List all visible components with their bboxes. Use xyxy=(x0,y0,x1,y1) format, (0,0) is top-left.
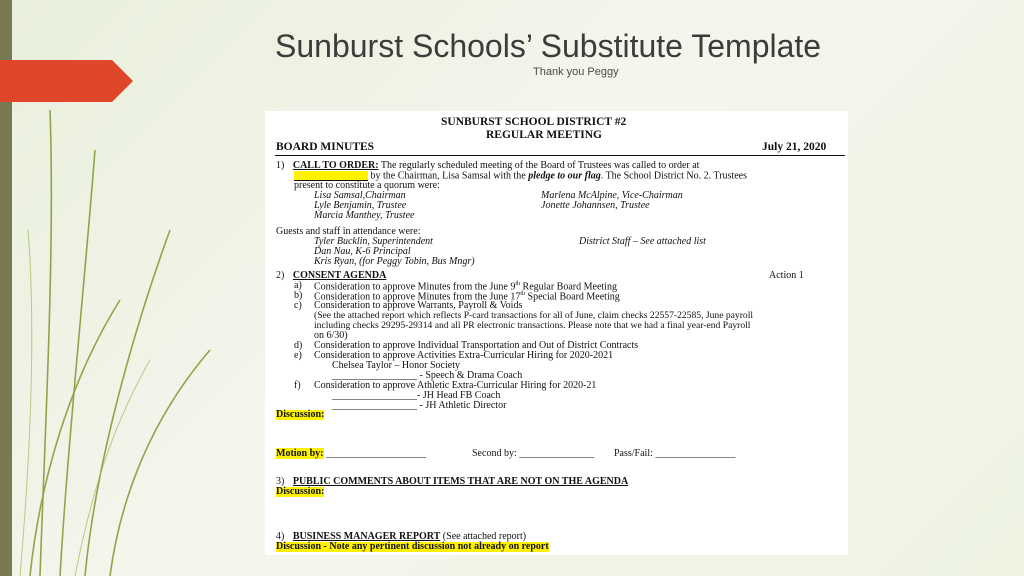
motion-line xyxy=(276,449,426,459)
public-comments-heading: PUBLIC COMMENTS ABOUT ITEMS THAT ARE NOT ON THE AGENDA xyxy=(292,476,629,487)
warrants-note: on 6/30) xyxy=(314,330,348,341)
quorum-text: present to constitute a quorum were: xyxy=(294,180,440,191)
warrants-note: including checks 29295-29314 and all PR electronic transactions. Please note that we had a final year-end Payroll xyxy=(314,320,751,331)
guest: Kris Ryan, (for Peggy Tobin, Bus Mngr) xyxy=(314,256,475,267)
consent-item-c: Consideration to approve Warrants, Payroll & Voids xyxy=(314,300,523,311)
item-number: 1) xyxy=(276,160,285,171)
consent-item-e: Consideration to approve Activities Extra-Curricular Hiring for 2020-2021 xyxy=(314,350,614,361)
consent-item-letter: a) xyxy=(294,280,302,291)
consent-item-text: Special Board Meeting xyxy=(525,291,620,303)
guest: Tyler Bucklin, Superintendent xyxy=(314,236,433,247)
consent-heading-line xyxy=(276,271,386,281)
business-discussion-label: Discussion - Note any pertinent discussion not already on report xyxy=(276,541,549,552)
trustee: Marcia Manthey, Trustee xyxy=(314,210,415,221)
motion-label: Motion by: xyxy=(276,448,324,459)
public-comments-line xyxy=(276,477,628,487)
pledge-text: pledge to our flag xyxy=(528,170,601,182)
meeting-date: July 21, 2020 xyxy=(762,141,827,153)
consent-item-text: Consideration to approve Minutes from the June 9 xyxy=(314,281,516,293)
consent-item-letter: c) xyxy=(294,300,302,311)
consent-item-text: Regular Board Meeting xyxy=(520,281,617,293)
call-to-order-text: The regularly scheduled meeting of the Board of Trustees was called to order at xyxy=(378,160,700,171)
guest: Dan Nau, K-6 Principal xyxy=(314,246,411,257)
consent-item-letter: d) xyxy=(294,340,303,351)
consent-item-d: Consideration to approve Individual Transportation and Out of District Contracts xyxy=(314,340,639,351)
ordinal-suffix: th xyxy=(515,281,521,287)
document-image xyxy=(265,111,848,555)
business-manager-note: (See attached report) xyxy=(440,531,527,542)
header-rule xyxy=(275,155,845,156)
warrants-note: (See the attached report which reflects P-card transactions for all of June, claim checks 22557-22585, June payroll xyxy=(314,310,754,321)
call-to-order-heading: CALL TO ORDER: xyxy=(292,160,379,171)
activity-hire: _________________ - Speech & Drama Coach xyxy=(332,370,523,381)
trustee: Lisa Samsal,Chairman xyxy=(314,190,406,201)
board-minutes-heading: BOARD MINUTES xyxy=(276,141,375,153)
title-arrow-shape xyxy=(0,60,133,102)
meeting-heading: REGULAR MEETING xyxy=(486,129,602,141)
consent-discussion-label: Discussion: xyxy=(276,409,325,420)
motion-blank: ____________________ xyxy=(323,448,426,459)
trustee: Jonette Johannsen, Trustee xyxy=(541,200,650,211)
athletic-hire: _________________- JH Head FB Coach xyxy=(332,390,501,401)
item-number: 4) xyxy=(276,531,285,542)
consent-action: Action 1 xyxy=(769,270,804,281)
call-to-order-text-2: by the Chairman, Lisa Samsal with the xyxy=(368,170,529,182)
item-number: 3) xyxy=(276,476,285,487)
business-manager-heading: BUSINESS MANAGER REPORT xyxy=(292,531,441,542)
guests-intro: Guests and staff in attendance were: xyxy=(276,226,421,237)
pass-fail: Pass/Fail: ________________ xyxy=(614,448,736,459)
consent-item-f: Consideration to approve Athletic Extra-Curricular Hiring for 2020-21 xyxy=(314,380,597,391)
athletic-hire: _________________ - JH Athletic Director xyxy=(332,400,507,411)
trustee: Marlena McAlpine, Vice-Chairman xyxy=(541,190,683,201)
activity-hire: Chelsea Taylor – Honor Society xyxy=(332,360,460,371)
slide-title: Sunburst Schools’ Substitute Template xyxy=(275,28,822,64)
call-to-order-text-3: . The School District No. 2. Trustees xyxy=(600,170,747,182)
consent-agenda-heading: CONSENT AGENDA xyxy=(292,270,387,281)
consent-item-letter: e) xyxy=(294,350,302,361)
public-discussion-label: Discussion: xyxy=(276,486,325,497)
guest: District Staff – See attached list xyxy=(579,236,706,247)
second-by: Second by: _______________ xyxy=(472,448,595,459)
consent-item-letter: f) xyxy=(294,380,301,391)
slide-subtitle: Thank you Peggy xyxy=(533,66,619,78)
item-number: 2) xyxy=(276,270,285,281)
trustee: Lyle Benjamin, Trustee xyxy=(314,200,407,211)
consent-item-letter: b) xyxy=(294,290,303,301)
district-heading: SUNBURST SCHOOL DISTRICT #2 xyxy=(441,116,627,128)
consent-item-text: Consideration to approve Minutes from the June 17 xyxy=(314,291,521,303)
ordinal-suffix: th xyxy=(520,291,526,297)
